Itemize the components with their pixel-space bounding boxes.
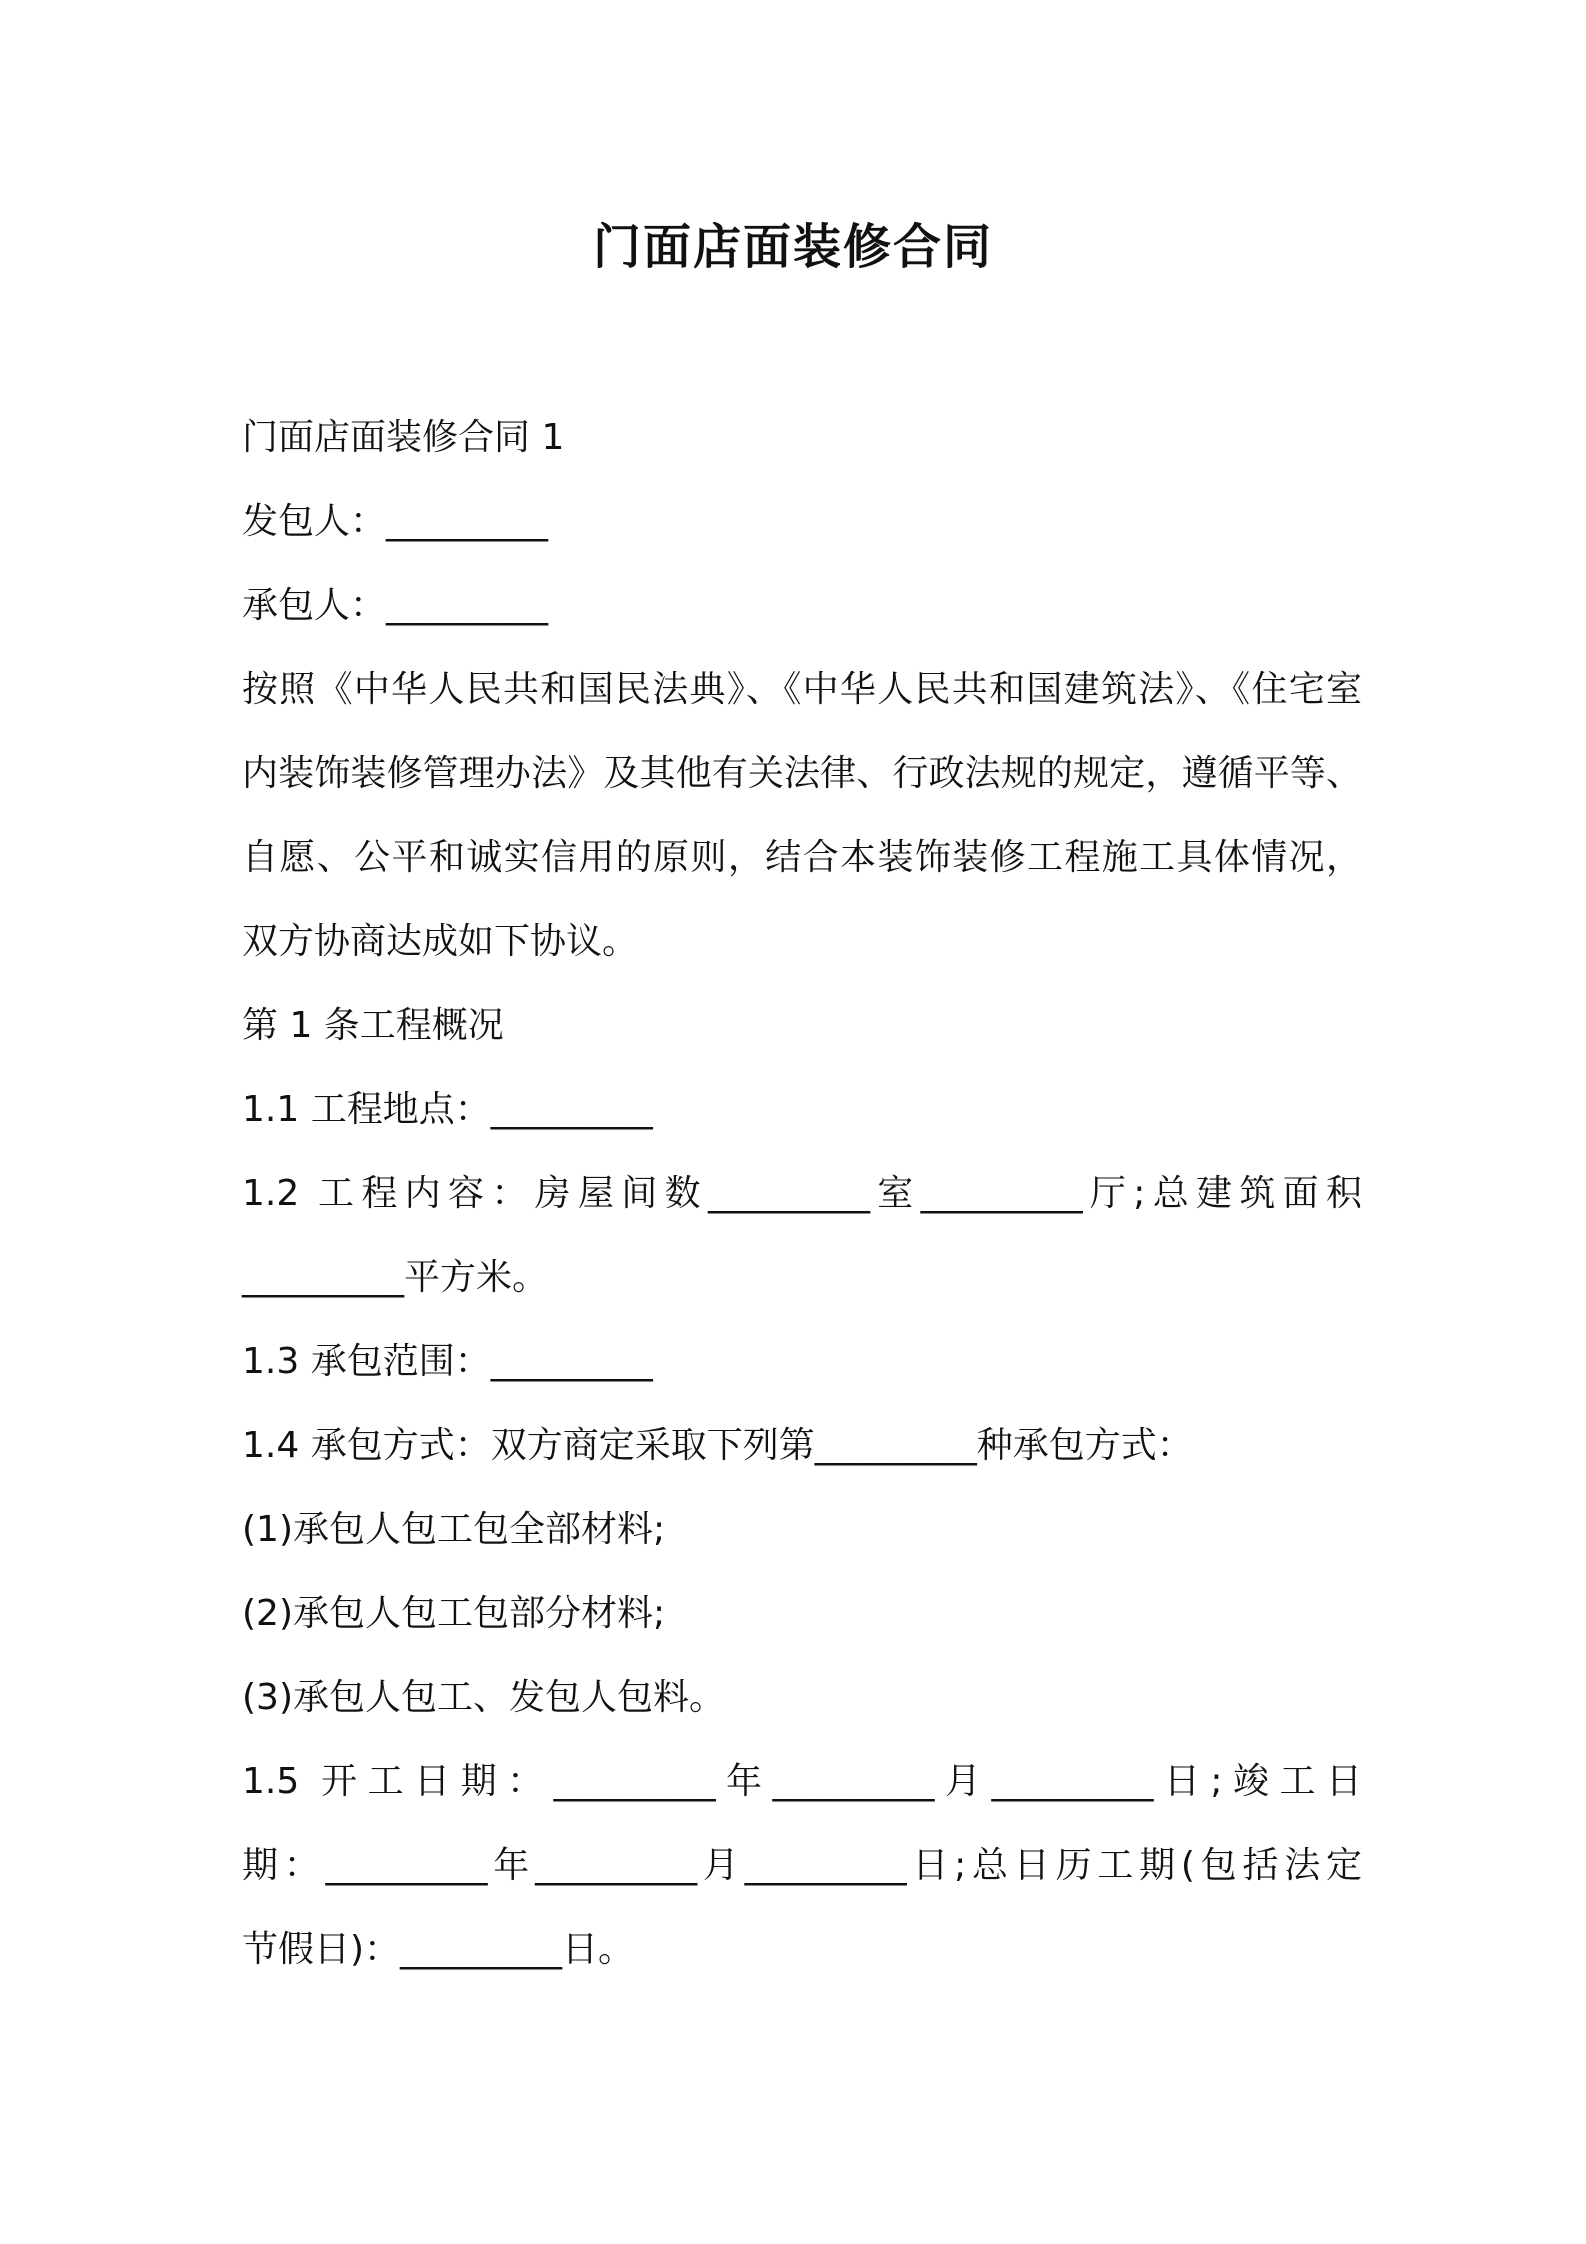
preamble-line-2: 内装饰装修管理办法》及其他有关法律、行政法规的规定，遵循平等、	[242, 753, 1362, 794]
clause-1-4: 1.4 承包方式：双方商定采取下列第_________种承包方式：	[242, 1425, 1193, 1466]
clause-1-1: 1.1 工程地点：_________	[242, 1089, 653, 1130]
article-1-heading: 第 1 条工程概况	[242, 1005, 504, 1046]
clause-1-5-line-1: 1.5 开工日期：_________年_________月_________日;竣工日	[242, 1761, 1362, 1802]
clause-1-2-line-1: 1.2 工程内容：房屋间数_________室_________厅;总建筑面积	[242, 1173, 1362, 1214]
clause-1-2-line-2: _________平方米。	[242, 1257, 549, 1298]
contractor-field: 承包人：_________	[242, 585, 549, 626]
clause-1-3: 1.3 承包范围：_________	[242, 1341, 653, 1382]
document-title: 门面店面装修合同	[592, 219, 993, 275]
option-3: (3)承包人包工、发包人包料。	[242, 1677, 725, 1718]
contract-subtitle: 门面店面装修合同 1	[242, 417, 565, 458]
option-1: (1)承包人包工包全部材料;	[242, 1509, 666, 1550]
clause-1-5-line-3: 节假日)：_________日。	[242, 1929, 635, 1970]
option-2: (2)承包人包工包部分材料;	[242, 1593, 666, 1634]
preamble-line-1: 按照《中华人民共和国民法典》、《中华人民共和国建筑法》、《住宅室	[242, 669, 1362, 710]
preamble-line-3: 自愿、公平和诚实信用的原则，结合本装饰装修工程施工具体情况，	[242, 837, 1362, 878]
preamble-line-4: 双方协商达成如下协议。	[242, 921, 639, 962]
employer-field: 发包人：_________	[242, 501, 549, 542]
clause-1-5-line-2: 期：_________年_________月_________日;总日历工期(包括法定	[242, 1845, 1362, 1886]
